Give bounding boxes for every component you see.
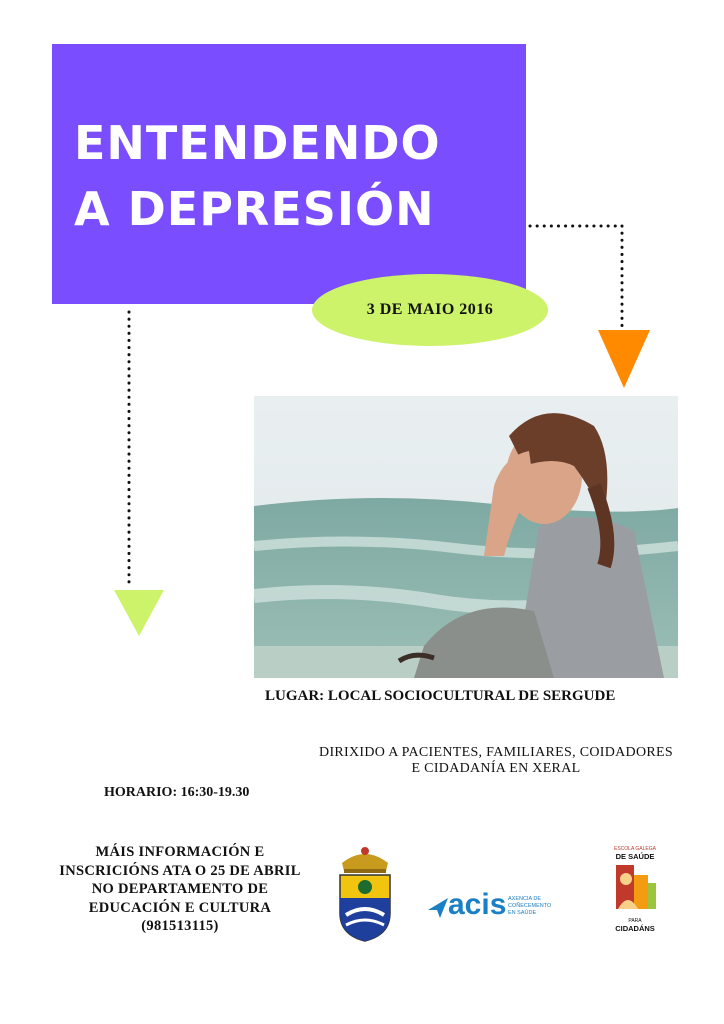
title-line-2: A DEPRESIÓN [74,182,435,236]
acis-tagline-2: COÑECEMENTO [508,903,552,909]
info-block [40,843,320,936]
orange-down-arrow-icon [598,330,650,388]
info-line-1: MÁIS INFORMACIÓN E [95,844,265,860]
escola-small: PARA [628,918,642,924]
info-line-4: EDUCACIÓN E CULTURA [88,899,272,916]
place-text: LUGAR: LOCAL SOCIOCULTURAL DE SERGUDE [265,688,616,704]
acis-tagline-3: EN SAÚDE [508,910,537,916]
audience-line-2: E CIDADANÍA EN XERAL [411,761,581,776]
escola-graphic-icon [610,861,660,913]
escola-top-1: ESCOLA GALEGA [614,846,656,852]
info-line-2: INSCRICIÓNS ATA O 25 DE ABRIL [59,862,301,879]
title-line-1: ENTENDENDO [74,116,441,170]
escola-saude-logo [610,846,660,936]
escola-bottom: CIDADÁNS [615,924,655,933]
date-badge [312,274,548,346]
acis-logo [426,890,556,926]
date-text: 3 DE MAIO 2016 [366,301,494,318]
info-line-5: (981513115) [141,918,219,934]
lime-down-arrow-icon [114,590,164,636]
coat-of-arms-icon [332,843,398,948]
audience-text [296,745,696,777]
woman-sea-photo [254,396,678,678]
acis-wordmark: acis [448,888,507,921]
acis-tagline-1: AXENCIA DE [508,896,542,902]
schedule-text: HORARIO: 16:30-19.30 [104,785,250,800]
acis-arrow-icon [426,896,450,920]
audience-line-1: DIRIXIDO A PACIENTES, FAMILIARES, COIDADORES [319,745,673,760]
info-line-3: NO DEPARTAMENTO DE [91,881,269,897]
escola-top-2: DE SAÚDE [615,852,655,861]
